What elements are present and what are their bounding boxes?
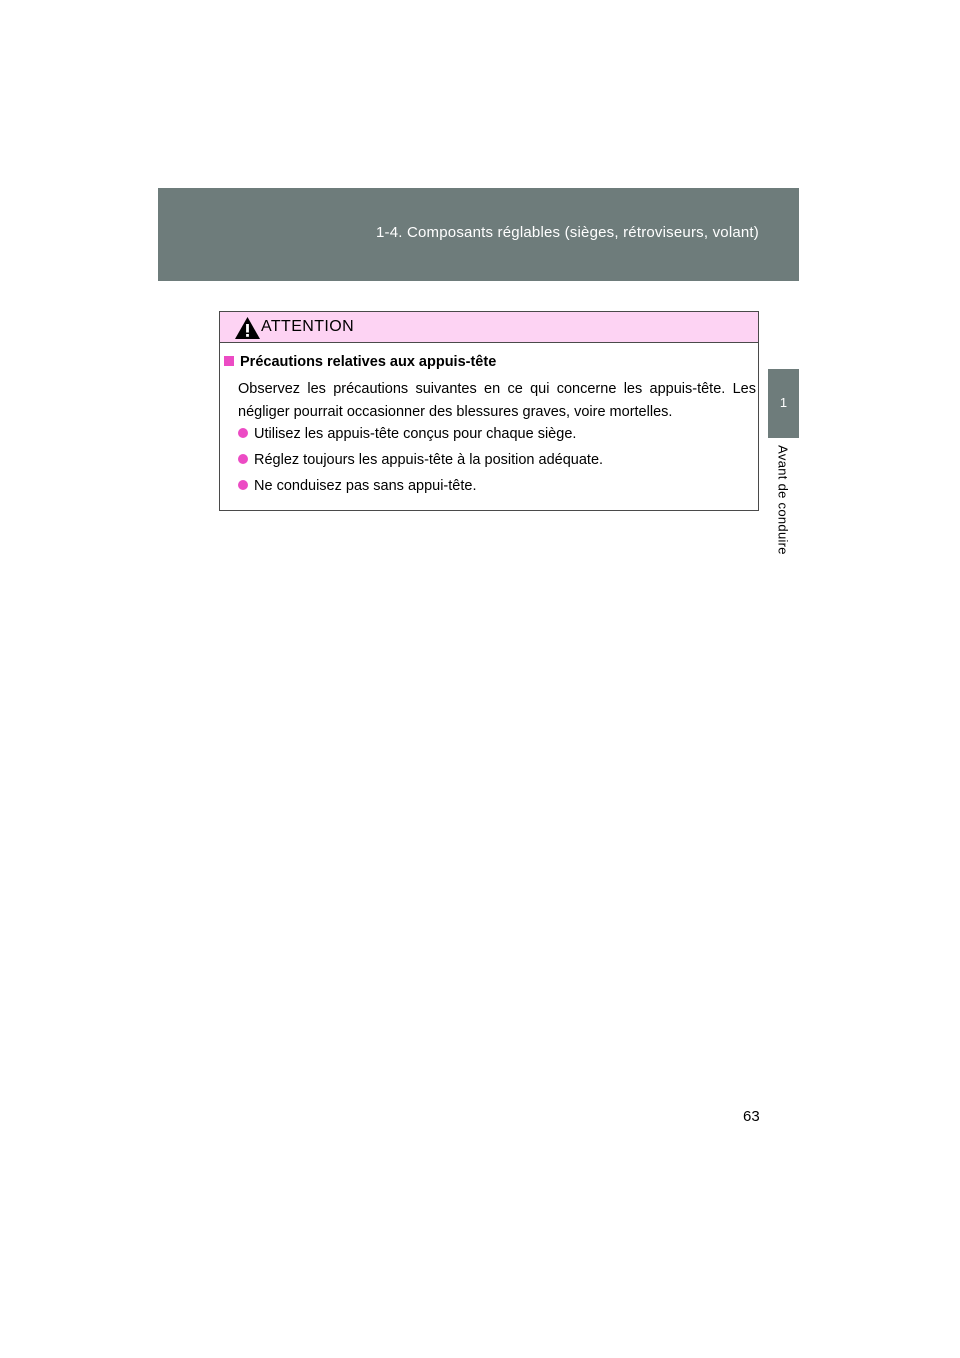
warning-triangle-icon — [234, 316, 261, 340]
warning-section-title-text: Précautions relatives aux appuis-tête — [240, 354, 497, 370]
list-item — [238, 452, 603, 468]
chapter-tab-number: 1 — [779, 395, 788, 410]
chapter-header — [158, 188, 799, 281]
list-item-text: Utilisez les appuis-tête conçus pour chaque siège. — [254, 426, 577, 442]
warning-box — [219, 311, 759, 511]
warning-section-title — [224, 354, 496, 370]
warning-heading: ATTENTION — [261, 318, 355, 335]
chapter-side-label: Avant de conduire — [775, 445, 791, 555]
square-bullet-icon — [224, 356, 234, 366]
list-item-text: Ne conduisez pas sans appui-tête. — [254, 478, 477, 494]
circle-bullet-icon — [238, 454, 248, 464]
circle-bullet-icon — [238, 428, 248, 438]
list-item — [238, 426, 576, 442]
circle-bullet-icon — [238, 480, 248, 490]
warning-paragraph: Observez les précautions suivantes en ce qui concerne les appuis-tête. Les négliger pourrait occasionner des blessures graves, voire mortelles. — [238, 381, 756, 420]
list-item — [238, 478, 476, 494]
page-number: 63 — [743, 1108, 760, 1125]
list-item-text: Réglez toujours les appuis-tête à la position adéquate. — [254, 452, 604, 468]
chapter-title: 1-4. Composants réglables (sièges, rétroviseurs, volant) — [375, 224, 759, 241]
warning-header — [220, 312, 758, 343]
chapter-tab — [768, 369, 799, 438]
